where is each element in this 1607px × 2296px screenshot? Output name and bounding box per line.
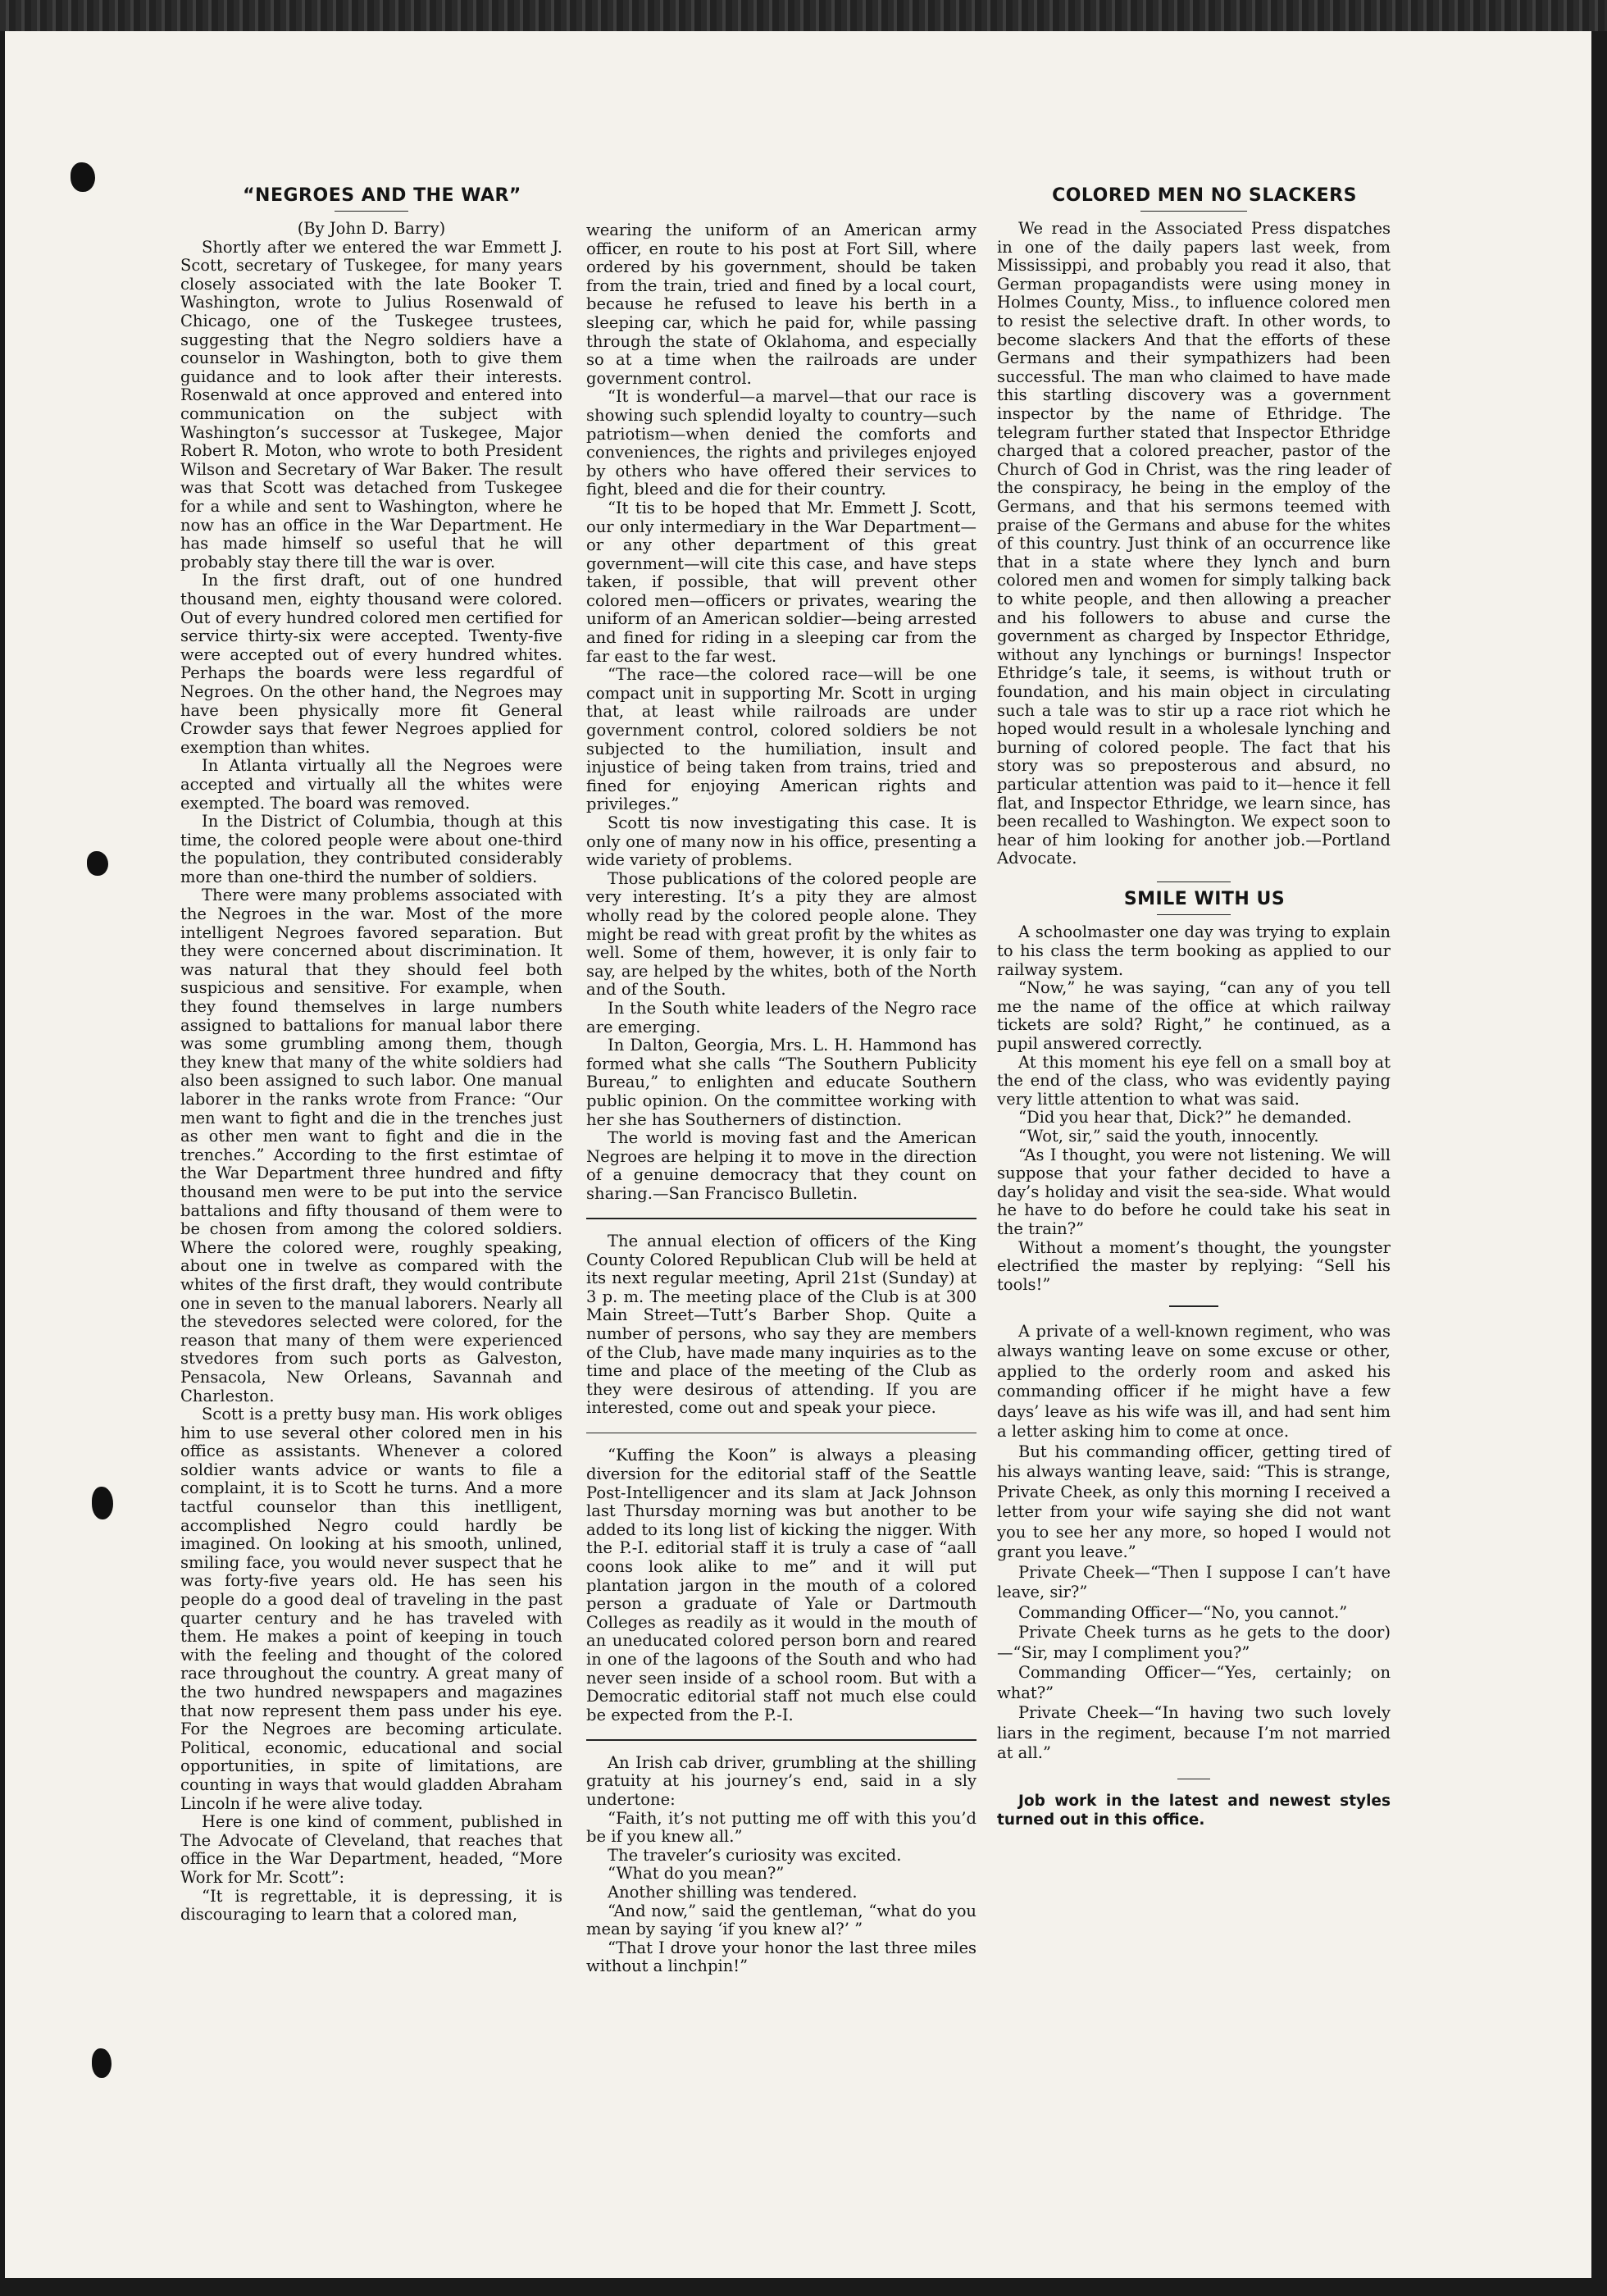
koon-item: “Kuffing the Koon” is always a pleasing diversion for the editorial staff of the Seattle Post-Intelligencer and its slam at Jack Johnson last Thursday morning was but another to be added to its long list of kicking the nigger. With the P.-I. editorial staff it is truly a case of “aall coons look alike to me” and it will put plantation jargon in the mouth of a colored person a graduate of Yale or Dartmouth Colleges as readily as it would in the mouth of an uneducated colored person born and reared in one of the lagoons of the South and who had never seen inside of a school room. But with a Democratic editorial staff not much else could be expected from the P.-I. — [586, 1446, 976, 1724]
paragraph: “It is regrettable, it is depressing, it is discouraging to learn that a colored man, — [180, 1886, 562, 1925]
paragraph: In Dalton, Georgia, Mrs. L. H. Hammond has formed what she calls “The Southern Publicity Bureau,” to enlighten and educate Southern public opinion. On the committee working with her she has Southerners of distinction. — [586, 1036, 976, 1129]
irish-joke-line: “That I drove your honor the last three miles without a linchpin!” — [586, 1938, 976, 1976]
section-divider — [1157, 882, 1231, 883]
paragraph: In the District of Columbia, though at this time, the colored people were about one-third the population, they contributed considerably more than one-third the number of soldiers. — [180, 812, 562, 886]
private-line: Commanding Officer—“Yes, certainly; on what?” — [997, 1663, 1391, 1702]
paragraph: wearing the uniform of an American army officer, en route to his post at Fort Sill, where ordered by his government, should be taken from the train, tried and fined by a local court, because he refused to leave his berth in a sleeping car, which he paid for, while passing through the state of Oklahoma, and especially so at a time when the railroads are under government control. — [586, 221, 976, 388]
binding-hole — [71, 162, 95, 192]
private-line: Private Cheek—“Then I suppose I can’t have leave, sir?” — [997, 1562, 1391, 1602]
title-rule — [335, 211, 408, 212]
irish-joke-line: The traveler’s curiosity was excited. — [608, 1845, 902, 1865]
private-line: A private of a well-known regiment, who was always wanting leave on some excuse or other, applied to the orderly room and asked his commanding officer if he might have a few days’ leave as his wife was ill, and had sent him a letter asking him to come at once. — [997, 1321, 1391, 1442]
column-2 — [586, 221, 976, 1976]
smile-line: Without a moment’s thought, the youngster electrified the master by replying: “Sell his tools!” — [997, 1237, 1391, 1294]
section-divider — [586, 1433, 976, 1434]
paragraph: Here is one kind of comment, published in The Advocate of Cleveland, that reaches that office in the War Department, headed, “More Work for Mr. Scott”: — [180, 1812, 562, 1887]
section-divider — [586, 1218, 976, 1219]
paragraph: In the first draft, out of one hundred thousand men, eighty thousand were colored. Out of every hundred colored men certified for service thirty-six were accepted. Twenty-five were accepted out of every hundred whites. Perhaps the boards were less regardful of Negroes. On the other hand, the Negroes may have been physically more fit General Crowder says that fewer Negroes applied for exemption than whites. — [180, 571, 562, 757]
column-3 — [997, 187, 1391, 1830]
byline: (By John D. Barry) — [297, 219, 446, 239]
private-joke — [997, 1322, 1391, 1764]
title-rule — [1140, 211, 1247, 212]
scan-top-edge — [0, 0, 1607, 31]
binding-hole — [92, 2048, 112, 2078]
title-rule — [1157, 914, 1231, 916]
private-line: Commanding Officer—“No, you cannot.” — [1018, 1602, 1348, 1622]
smile-line: At this moment his eye fell on a small boy at the end of the class, who was evidently paying very little attention to what was said. — [997, 1052, 1391, 1109]
smile-title: SMILE WITH US — [1123, 889, 1286, 910]
paragraph: In the South white leaders of the Negro race are emerging. — [586, 998, 976, 1036]
private-line: Private Cheek—“In having two such lovely liars in the regiment, because I’m not married at all.” — [997, 1703, 1391, 1763]
irish-joke-line: Another shilling was tendered. — [608, 1882, 858, 1902]
job-work-notice: Job work in the latest and newest styles turned out in this office. — [997, 1793, 1391, 1829]
paragraph: The world is moving fast and the American Negroes are helping it to move in the direction of a genuine democracy that they count on sharing.—San Francisco Bulletin. — [586, 1128, 976, 1203]
binding-hole — [87, 851, 108, 876]
section-divider — [1169, 1305, 1218, 1307]
smile-line: “Wot, sir,” said the youth, innocently. — [1018, 1127, 1319, 1146]
paragraph: “It tis to be hoped that Mr. Emmett J. Scott, our only intermediary in the War Department—or any other department of this great government—will cite this case, and have steps taken, if possible, that will prevent other colored men—officers or privates, wearing the uniform of an American soldier—being arrested and fined for riding in a sleeping car from the far east to the far west. — [586, 498, 976, 666]
irish-joke-line: “What do you mean?” — [608, 1864, 785, 1884]
irish-joke-line: “Faith, it’s not putting me off with this you’d be if you knew all.” — [586, 1808, 976, 1847]
binding-hole — [92, 1487, 113, 1519]
slackers-article: We read in the Associated Press dispatches in one of the daily papers last week, from Mississippi, and probably you read it also, that German propagandists were using money in Holmes County, Miss., to influence colored men to resist the selective draft. In other words, to become slackers And that the efforts of these Germans and their sympathizers had been successful. The man who claimed to have made this startling discovery was a government inspector by the name of Ethridge. The telegram further stated that Inspector Ethridge charged that a colored preacher, pastor of the Church of God in Christ, was the ring leader of the conspiracy, he being in the employ of the Germans, and that his sermons teemed with praise of the Germans and abuse for the whites of this country. Just think of an occurrence like that in a state where they lynch and burn colored men and women for simply talking back to white people, and then allowing a preacher and his followers to abuse and curse the government as charged by Inspector Ethridge, without any lynchings or burnings! Inspector Ethridge’s tale, it seems, is without truth or foundation, and his main object in circulating such a tale was to stir up a race riot which he hoped would result in a wholesale lynching and burning of colored people. The fact that his story was so preposterous and absurd, no particular attention was paid to it—hence it fell flat, and Inspector Ethridge, we learn since, has been recalled to Washington. We expect soon to hear of him looking for another job.—Portland Advocate. — [997, 219, 1391, 868]
private-line: Private Cheek turns as he gets to the door)—“Sir, may I compliment you?” — [997, 1623, 1391, 1662]
paragraph: In Atlanta virtually all the Negroes were accepted and virtually all the whites were exempted. The board was removed. — [180, 756, 562, 813]
paragraph: Scott is a pretty busy man. His work obliges him to use several other colored men in his office as assistants. Whenever a colored soldier wants advice or wants to file a complaint, it is to Scott he turns. And a more tactful counselor than this inetlligent, accomplished Negro could hardly be imagined. On looking at his smooth, unlined, smiling face, you would never suspect that he was forty-five years old. He has seen his people do a good deal of traveling in the past quarter century and he has traveled with them. He makes a point of keeping in touch with the feeling and thought of the colored race throughout the country. A great many of the two hundred newspapers and magazines that now represent them pass under his eye. For the Negroes are becoming articulate. Political, economic, educational and social opportunities, in spite of limitations, are counting in ways that would gladden Abraham Lincoln if he were alive today. — [180, 1405, 562, 1813]
article-title: “NEGROES AND THE WAR” — [243, 185, 521, 206]
column-1 — [180, 187, 562, 1925]
paragraph: Scott tis now investigating this case. It is only one of many now in his office, presenting a wide variety of problems. — [586, 813, 976, 870]
irish-joke-line: An Irish cab driver, grumbling at the shilling gratuity at his journey’s end, said in a sly undertone: — [586, 1752, 976, 1809]
paragraph: There were many problems associated with the Negroes in the war. Most of the more intelligent Negroes favored separation. But they were concerned about discrimination. It was natural that they should feel both suspicious and sensitive. For example, when they found themselves in large numbers assigned to battalions for manual labor there was some grumbling among them, though they knew that many of the white soldiers had also been assigned to such labor. One manual laborer in the ranks wrote from France: “Our men want to fight and die in the trenches just as other men want to fight and die in the trenches.” According to the first estimtae of the War Department three hundred and fifty thousand men were to be put into the service battalions and fifty thousand of them were to be chosen from among the colored soldiers. Where the colored were, roughly speaking, about one in twelve as compared with the whites of the first draft, they would contribute one in seven to the manual laborers. Nearly all the stevedores selected were colored, for the reason that many of them were experienced stvedores from such ports as Galveston, Pensacola, New Orleans, Savannah and Charleston. — [180, 886, 562, 1405]
smile-line: “Now,” he was saying, “can any of you tell me the name of the office at which railway tickets are sold? Right,” he continued, as a pupil answered correctly. — [997, 978, 1391, 1054]
smile-line: A schoolmaster one day was trying to explain to his class the term booking as applied to our railway system. — [997, 922, 1391, 979]
paragraph: Those publications of the colored people are very interesting. It’s a pity they are almost wholly read by the colored people alone. They might be read with great profit by the whites as well. Some of them, however, it is only fair to say, are helped by the whites, both of the North and of the South. — [586, 868, 976, 1000]
paragraph: “The race—the colored race—will be one compact unit in supporting Mr. Scott in urging that, at least while railroads are under government control, colored soldiers be not subjected to the humiliation, insult and injustice of being taken from trains, tried and fined for enjoying American rights and privileges.” — [586, 665, 976, 814]
private-line: But his commanding officer, getting tired of his always wanting leave, said: “This is strange, Private Cheek, as only this morning I received a letter from your wife saying she did not want you to see her any more, so hoped I would not grant you leave.” — [997, 1442, 1391, 1562]
slackers-title: COLORED MEN NO SLACKERS — [1052, 185, 1357, 206]
smile-line: “As I thought, you were not listening. We will suppose that your father decided to have a day’s holiday and visit the sea-side. What would he have to do before he could take his seat in the train?” — [997, 1145, 1391, 1238]
newspaper-page — [5, 31, 1591, 2278]
irish-joke-line: “And now,” said the gentleman, “what do you mean by saying ‘if you knew al?’ ” — [586, 1901, 976, 1939]
section-divider — [1177, 1779, 1210, 1780]
smile-line: “Did you hear that, Dick?” he demanded. — [1018, 1108, 1352, 1128]
section-divider — [586, 1739, 976, 1741]
paragraph: Shortly after we entered the war Emmett J. Scott, secretary of Tuskegee, for many years closely associated with the late Booker T. Washington, wrote to Julius Rosenwald of Chicago, one of the Tuskegee trustees, suggesting that the Negro soldiers have a counselor in Washington, both to give them guidance and to look after their interests. Rosenwald at once approved and entered into communication on the subject with Washington’s successor at Tuskegee, Major Robert R. Moton, who wrote to both President Wilson and Secretary of War Baker. The result was that Scott was detached from Tuskegee for a while and sent to Washington, where he now has an office in the War Department. He has made himself so useful that he will probably stay there till the war is over. — [180, 237, 562, 572]
paragraph: “It is wonderful—a marvel—that our race is showing such splendid loyalty to country—such patriotism—when denied the comforts and conveniences, the rights and privileges enjoyed by others who have offered their services to fight, bleed and die for their country. — [586, 387, 976, 499]
club-notice: The annual election of officers of the King County Colored Republican Club will be held at its next regular meeting, April 21st (Sunday) at 3 p. m. The meeting place of the Club is at 300 Main Street—Tutt’s Barber Shop. Quite a number of persons, who say they are members of the Club, have made many inquiries as to the time and place of the meeting of the Club as they were desirous of attending. If you are interested, come out and speak your piece. — [586, 1231, 976, 1418]
